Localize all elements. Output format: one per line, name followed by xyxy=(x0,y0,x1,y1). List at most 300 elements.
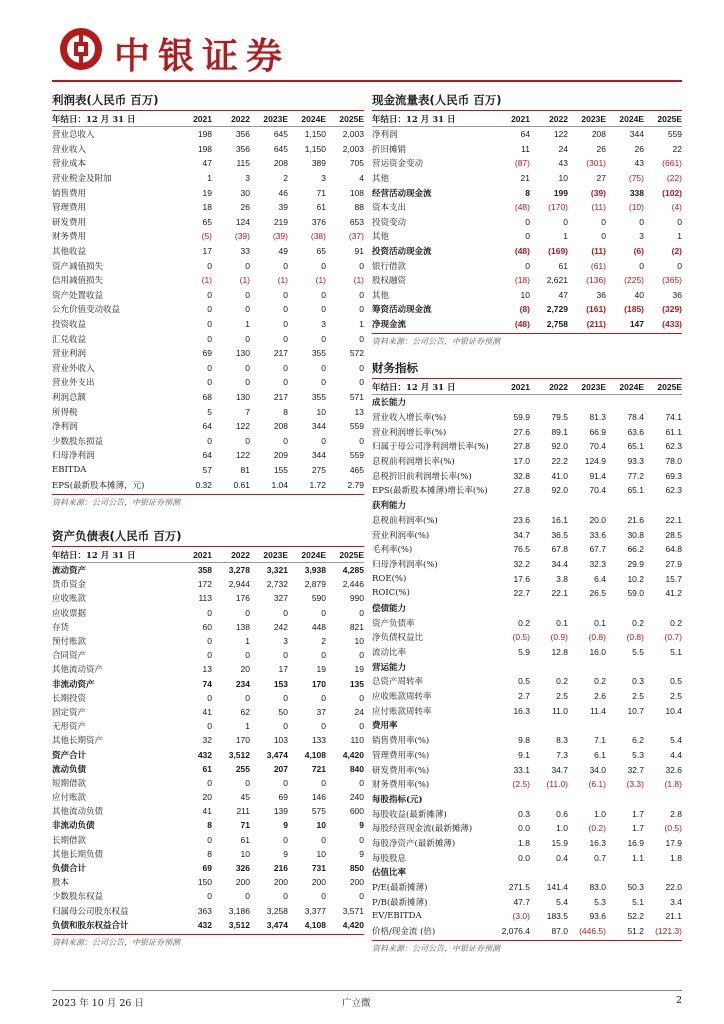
cashflow-cell: (48) xyxy=(514,319,530,330)
ratios-table-row xyxy=(372,645,682,660)
balance-cell: 13 xyxy=(202,664,212,675)
income-cell: (1) xyxy=(277,275,288,286)
ratios-cell xyxy=(530,659,568,674)
ratios-table-row xyxy=(372,468,682,483)
income-table-row xyxy=(52,200,364,215)
ratios-cell: (2.5) xyxy=(512,779,530,790)
cashflow-cell: 21 xyxy=(520,173,530,184)
balance-table-row xyxy=(52,691,364,705)
balance-cell: 20 xyxy=(240,664,250,675)
balance-col-header: 2025E xyxy=(326,547,364,563)
cashflow-row-label: 股权融资 xyxy=(372,276,407,287)
balance-cell: 0 xyxy=(321,721,326,732)
income-title: 利润表(人民币 百万) xyxy=(52,92,364,111)
cashflow-table-row xyxy=(372,156,682,171)
income-cell: (5) xyxy=(201,231,212,242)
ratios-cell xyxy=(644,659,682,674)
cashflow-cell: 2,729 xyxy=(546,304,568,315)
income-table-row xyxy=(52,331,364,346)
income-table-row xyxy=(52,317,364,332)
ratios-cell: 16.3 xyxy=(513,705,530,716)
ratios-cell: 74.1 xyxy=(665,412,682,423)
balance-cell: 850 xyxy=(349,863,364,874)
cashflow-cell: 122 xyxy=(553,129,568,140)
income-cell: 19 xyxy=(202,187,212,198)
ratios-col-header: 2021 xyxy=(492,379,530,395)
ratios-cell: 1.7 xyxy=(632,823,644,834)
ratios-cell xyxy=(644,718,682,733)
balance-row-label: 流动负债 xyxy=(52,764,87,775)
ratios-cell: 3.4 xyxy=(670,896,682,907)
ratios-row-label: 归母净利润率(%) xyxy=(372,559,438,570)
cashflow-cell: 0 xyxy=(639,216,644,227)
ratios-cell: 83.0 xyxy=(589,882,606,893)
cashflow-table-row xyxy=(372,229,682,244)
balance-row-label: 其他长期负债 xyxy=(52,849,104,860)
ratios-cell: 5.3 xyxy=(594,896,606,907)
ratios-cell: 33.6 xyxy=(589,529,606,540)
income-row-label: 营业税金及附加 xyxy=(52,174,112,185)
income-cell: 65 xyxy=(202,216,212,227)
income-cell: (38) xyxy=(310,231,326,242)
income-cell: 559 xyxy=(349,450,364,461)
balance-cell: 2,732 xyxy=(266,579,288,590)
ratios-table-row xyxy=(372,850,682,865)
cashflow-cell: 2,758 xyxy=(546,319,568,330)
income-cell: 0 xyxy=(245,435,250,446)
ratios-cell: 5.4 xyxy=(556,896,568,907)
balance-cell: 170 xyxy=(311,678,326,689)
ratios-cell: 81.3 xyxy=(589,412,606,423)
ratios-cell: 36.5 xyxy=(551,529,568,540)
income-cell: 0.61 xyxy=(233,479,250,490)
income-cell: 46 xyxy=(278,187,288,198)
ratios-cell: 65.1 xyxy=(627,441,644,452)
balance-cell: 8 xyxy=(207,820,212,831)
ratios-cell: 27.8 xyxy=(513,485,530,496)
income-cell: 39 xyxy=(278,202,288,213)
income-table-row xyxy=(52,419,364,434)
cashflow-table-row xyxy=(372,244,682,259)
income-cell: 355 xyxy=(311,391,326,402)
ratios-cell: 22.1 xyxy=(551,588,568,599)
balance-cell: 216 xyxy=(273,863,288,874)
income-cell: 3 xyxy=(321,173,326,184)
balance-cell: 0 xyxy=(321,650,326,661)
income-cell: 1.04 xyxy=(271,479,288,490)
ratios-cell: (446.5) xyxy=(579,926,606,937)
income-cell: 33 xyxy=(240,246,250,257)
cashflow-cell: (2) xyxy=(671,246,682,257)
balance-table-row xyxy=(52,804,364,818)
cashflow-cell: 10 xyxy=(558,173,568,184)
income-row-label: 归母净利润 xyxy=(52,451,95,462)
income-cell: (1) xyxy=(239,275,250,286)
balance-cell: 0 xyxy=(245,607,250,618)
cashflow-cell: 40 xyxy=(634,289,644,300)
ratios-col-header: 2022 xyxy=(530,379,568,395)
balance-cell: 255 xyxy=(235,763,250,774)
balance-cell: 0 xyxy=(207,834,212,845)
ratios-cell: 27.9 xyxy=(665,558,682,569)
ratios-cell: 16.1 xyxy=(551,514,568,525)
cashflow-cell: (329) xyxy=(662,304,682,315)
income-cell: (1) xyxy=(201,275,212,286)
ratios-table-row xyxy=(372,571,682,586)
ratios-table-row xyxy=(372,880,682,895)
balance-table-row xyxy=(52,818,364,832)
income-cell: 559 xyxy=(349,421,364,432)
ratios-cell: 1.0 xyxy=(594,808,606,819)
income-cell: 122 xyxy=(235,450,250,461)
ratios-table-row xyxy=(372,909,682,924)
ratios-cell: 9.1 xyxy=(518,749,530,760)
ratios-cell: 0.2 xyxy=(556,676,568,687)
ratios-cell: 87.0 xyxy=(551,926,568,937)
ratios-row-label: 费用率 xyxy=(372,721,398,732)
balance-cell: 0 xyxy=(283,777,288,788)
balance-row-label: 应付账款 xyxy=(52,793,87,804)
income-table-row xyxy=(52,142,364,157)
ratios-cell: 17.9 xyxy=(665,837,682,848)
income-col-header: 2024E xyxy=(288,111,326,127)
cashflow-cell: (75) xyxy=(628,173,644,184)
ratios-cell: 5.1 xyxy=(632,896,644,907)
balance-cell: 146 xyxy=(311,792,326,803)
income-cell: 69 xyxy=(202,348,212,359)
balance-table-row xyxy=(52,861,364,875)
ratios-table-row xyxy=(372,410,682,425)
ratios-cell: 5.5 xyxy=(632,647,644,658)
income-cell: 355 xyxy=(311,348,326,359)
ratios-cell: 10.4 xyxy=(665,705,682,716)
ratios-cell: 11.0 xyxy=(552,705,568,716)
ratios-cell: 66.9 xyxy=(589,426,606,437)
income-cell: 356 xyxy=(235,143,250,154)
ratios-row-label: 资产负债率 xyxy=(372,618,415,629)
ratios-cell xyxy=(530,601,568,616)
ratios-col-header: 2024E xyxy=(606,379,644,395)
balance-cell: 0 xyxy=(283,891,288,902)
balance-cell: 0 xyxy=(283,721,288,732)
income-table-row xyxy=(52,185,364,200)
ratios-cell: 0.2 xyxy=(632,617,644,628)
balance-cell: 234 xyxy=(235,678,250,689)
balance-cell: 326 xyxy=(235,863,250,874)
ratios-cell: 9.8 xyxy=(518,735,530,746)
ratios-cell: 11.4 xyxy=(590,705,606,716)
balance-row-label: 存货 xyxy=(52,622,70,633)
ratios-row-label: 估值比率 xyxy=(372,868,407,879)
income-cell: 1,150 xyxy=(304,143,326,154)
ratios-cell: 67.8 xyxy=(551,544,568,555)
income-row-label: 所得税 xyxy=(52,407,78,418)
balance-cell: 207 xyxy=(273,763,288,774)
income-table-row xyxy=(52,302,364,317)
income-cell: 0 xyxy=(207,289,212,300)
ratios-header-row xyxy=(372,379,682,395)
balance-cell: 9 xyxy=(359,820,364,831)
balance-cell: 600 xyxy=(349,806,364,817)
cashflow-table-row xyxy=(372,288,682,303)
income-row-label: 其他收益 xyxy=(52,247,87,258)
income-col-header: 2022 xyxy=(212,111,250,127)
ratios-cell xyxy=(644,498,682,513)
balance-cell: 3,938 xyxy=(304,565,326,576)
ratios-cell: 141.4 xyxy=(546,882,568,893)
balance-cell: 0 xyxy=(321,834,326,845)
income-cell: 0 xyxy=(207,319,212,330)
balance-title: 资产负债表(人民币 百万) xyxy=(52,528,364,547)
income-cell: 0 xyxy=(359,435,364,446)
income-cell: 209 xyxy=(273,450,288,461)
income-table-row xyxy=(52,127,364,142)
ratios-section-row xyxy=(372,601,682,616)
balance-cell: 0 xyxy=(359,721,364,732)
balance-table-row xyxy=(52,847,364,861)
ratios-cell: 17.0 xyxy=(513,456,530,467)
balance-cell: 69 xyxy=(278,792,288,803)
income-cell: 10 xyxy=(316,406,326,417)
balance-cell: 0 xyxy=(207,721,212,732)
balance-cell: 200 xyxy=(235,877,250,888)
cashflow-cell: 11 xyxy=(521,143,530,154)
ratios-cell: 26.5 xyxy=(589,588,606,599)
income-cell: 0 xyxy=(321,260,326,271)
income-table-row xyxy=(52,215,364,230)
balance-cell: 3,258 xyxy=(266,905,288,916)
cashflow-cell: 0 xyxy=(525,216,530,227)
balance-cell: 0 xyxy=(207,777,212,788)
cashflow-row-label: 银行借款 xyxy=(372,261,407,272)
income-cell: 0 xyxy=(207,435,212,446)
income-table-row xyxy=(52,156,364,171)
ratios-row-label: 归属于母公司净利润增长率(%) xyxy=(372,442,489,453)
cashflow-cell: 1 xyxy=(563,231,568,242)
cashflow-cell: 199 xyxy=(553,187,568,198)
cashflow-cell: 8 xyxy=(525,187,530,198)
cashflow-cell: (48) xyxy=(514,202,530,213)
income-cell: 30 xyxy=(240,187,250,198)
income-table-row xyxy=(52,361,364,376)
income-cell: 61 xyxy=(316,202,326,213)
balance-table-row xyxy=(52,875,364,889)
balance-cell: 0 xyxy=(359,834,364,845)
ratios-cell: 15.7 xyxy=(665,573,682,584)
ratios-cell xyxy=(606,865,644,880)
balance-table-row xyxy=(52,620,364,634)
cashflow-table-row xyxy=(372,142,682,157)
cashflow-row-label: 投资活动现金流 xyxy=(372,247,432,258)
ratios-cell: 6.2 xyxy=(632,735,644,746)
ratios-col-header: 2025E xyxy=(644,379,682,395)
ratios-cell: 79.5 xyxy=(551,412,568,423)
income-cell: 0 xyxy=(245,289,250,300)
balance-cell: 0 xyxy=(245,891,250,902)
ratios-cell: 93.3 xyxy=(627,456,644,467)
income-header-row xyxy=(52,111,364,127)
ratios-cell: 17.6 xyxy=(513,573,530,584)
balance-table-row xyxy=(52,833,364,847)
ratios-row-label: 财务费用率(%) xyxy=(372,780,430,791)
income-table-row xyxy=(52,273,364,288)
cashflow-row-label: 资本支出 xyxy=(372,203,407,214)
ratios-row-label: 营业利润率(%) xyxy=(372,530,430,541)
income-cell: 0 xyxy=(321,362,326,373)
income-cell: 47 xyxy=(202,158,212,169)
balance-cell: 71 xyxy=(240,820,250,831)
ratios-cell: 27.6 xyxy=(513,426,530,437)
balance-cell: 139 xyxy=(273,806,288,817)
ratios-col-header: 2023E xyxy=(568,379,606,395)
cashflow-cell: (185) xyxy=(624,304,644,315)
income-table-row xyxy=(52,433,364,448)
income-cell: 155 xyxy=(273,464,288,475)
financial-ratios xyxy=(372,360,682,955)
income-cell: 356 xyxy=(235,129,250,140)
ratios-row-label: 每股经营现金流(最新摊薄) xyxy=(372,824,473,835)
ratios-cell: 61.1 xyxy=(665,426,682,437)
ratios-table-row xyxy=(372,483,682,498)
ratios-cell: 32.6 xyxy=(665,764,682,775)
cashflow-cell: 26 xyxy=(634,143,644,154)
ratios-cell: 0.5 xyxy=(518,676,530,687)
ratios-source: 资料来源：公司公告，中银证券预测 xyxy=(372,940,682,955)
income-cell: 3 xyxy=(321,319,326,330)
ratios-cell: 78.0 xyxy=(665,456,682,467)
income-row-label: 研发费用 xyxy=(52,217,87,228)
income-cell: 198 xyxy=(197,129,212,140)
cashflow-cell: (301) xyxy=(586,158,606,169)
income-cell: 122 xyxy=(235,421,250,432)
balance-cell: 20 xyxy=(202,792,212,803)
balance-header-row xyxy=(52,547,364,563)
income-col-header: 2023E xyxy=(250,111,288,127)
ratios-row-label: ROIC(%) xyxy=(372,588,410,599)
balance-cell: 1 xyxy=(245,636,250,647)
ratios-row-label: 营运能力 xyxy=(372,662,407,673)
balance-cell: 0 xyxy=(207,636,212,647)
ratios-cell: (0.9) xyxy=(550,632,568,643)
ratios-cell: 2.8 xyxy=(670,808,682,819)
balance-table-row xyxy=(52,904,364,918)
income-cell: 571 xyxy=(349,391,364,402)
income-cell: 124 xyxy=(235,216,250,227)
balance-table-row xyxy=(52,747,364,761)
ratios-cell xyxy=(530,395,568,410)
ratios-cell xyxy=(606,498,644,513)
ratios-row-label: 总资产周转率 xyxy=(372,677,424,688)
ratios-cell xyxy=(530,792,568,807)
ratios-row-label: ROE(%) xyxy=(372,573,407,584)
balance-cell: 135 xyxy=(349,678,364,689)
ratios-row-label: 息税前利润增长率(%) xyxy=(372,457,455,468)
cashflow-cell: (48) xyxy=(514,246,530,257)
ratios-cell xyxy=(606,718,644,733)
balance-cell: 840 xyxy=(349,763,364,774)
ratios-table-row xyxy=(372,674,682,689)
page-header xyxy=(52,16,682,76)
ratios-cell xyxy=(492,718,530,733)
cashflow-row-label: 净利润 xyxy=(372,130,398,141)
ratios-table-row xyxy=(372,615,682,630)
ratios-cell: 7.3 xyxy=(556,749,568,760)
balance-source: 资料来源：公司公告，中银证券预测 xyxy=(52,934,364,949)
balance-cell: 432 xyxy=(197,919,212,930)
income-cell: 217 xyxy=(273,391,288,402)
ratios-cell xyxy=(530,498,568,513)
balance-cell: 990 xyxy=(349,593,364,604)
ratios-cell: (0.7) xyxy=(664,632,682,643)
income-row-label: 利润总额 xyxy=(52,392,87,403)
ratios-table-row xyxy=(372,703,682,718)
ratios-cell: 16.3 xyxy=(589,837,606,848)
ratios-row-label: 营业收入增长率(%) xyxy=(372,413,447,424)
balance-cell: 69 xyxy=(202,863,212,874)
income-cell: 1 xyxy=(245,319,250,330)
income-cell: 0 xyxy=(245,260,250,271)
ratios-title: 财务指标 xyxy=(372,360,682,379)
balance-cell: 37 xyxy=(316,706,326,717)
ratios-cell: 22.1 xyxy=(665,514,682,525)
income-cell: 0 xyxy=(245,333,250,344)
balance-table-row xyxy=(52,790,364,804)
ratios-row-label: P/E(最新摊薄) xyxy=(372,883,428,894)
balance-cell: 150 xyxy=(197,877,212,888)
cashflow-cell: (169) xyxy=(548,246,568,257)
balance-cell: 0 xyxy=(283,834,288,845)
balance-row-label: 负债合计 xyxy=(52,864,87,875)
ratios-cell: 66.2 xyxy=(627,544,644,555)
balance-cell: 10 xyxy=(316,820,326,831)
ratios-cell: 59.9 xyxy=(513,412,530,423)
ratios-cell: 0.5 xyxy=(670,676,682,687)
income-col-header: 2025E xyxy=(326,111,364,127)
income-cell: 198 xyxy=(197,143,212,154)
ratios-cell xyxy=(568,865,606,880)
income-cell: 2 xyxy=(283,173,288,184)
income-cell: 0 xyxy=(283,362,288,373)
income-table-row xyxy=(52,448,364,463)
income-row-label: 销售费用 xyxy=(52,188,87,199)
balance-table xyxy=(52,547,364,932)
balance-table-row xyxy=(52,762,364,776)
balance-cell: 32 xyxy=(202,735,212,746)
ratios-row-label: 毛利率(%) xyxy=(372,545,413,556)
balance-cell: 4,108 xyxy=(304,919,326,930)
balance-cell: 0 xyxy=(359,607,364,618)
balance-table-row xyxy=(52,606,364,620)
ratios-cell xyxy=(492,865,530,880)
income-row-label: 信用减值损失 xyxy=(52,276,104,287)
balance-row-label: 流动资产 xyxy=(52,566,87,577)
ratios-cell: 76.5 xyxy=(513,544,530,555)
ratios-cell: 34.7 xyxy=(551,764,568,775)
ratios-cell: 2.5 xyxy=(556,691,568,702)
income-cell: 0 xyxy=(283,319,288,330)
income-cell: 7 xyxy=(245,406,250,417)
balance-cell: 242 xyxy=(273,621,288,632)
ratios-cell: (1.8) xyxy=(664,779,682,790)
balance-cell: 0 xyxy=(359,650,364,661)
ratios-cell: 1.8 xyxy=(670,852,682,863)
cashflow-cell: 0 xyxy=(563,216,568,227)
ratios-cell: 1.7 xyxy=(632,808,644,819)
cashflow-cell: (4) xyxy=(671,202,682,213)
ratios-cell xyxy=(530,718,568,733)
balance-cell: 9 xyxy=(283,820,288,831)
cashflow-row-label: 筹资活动现金流 xyxy=(372,305,432,316)
